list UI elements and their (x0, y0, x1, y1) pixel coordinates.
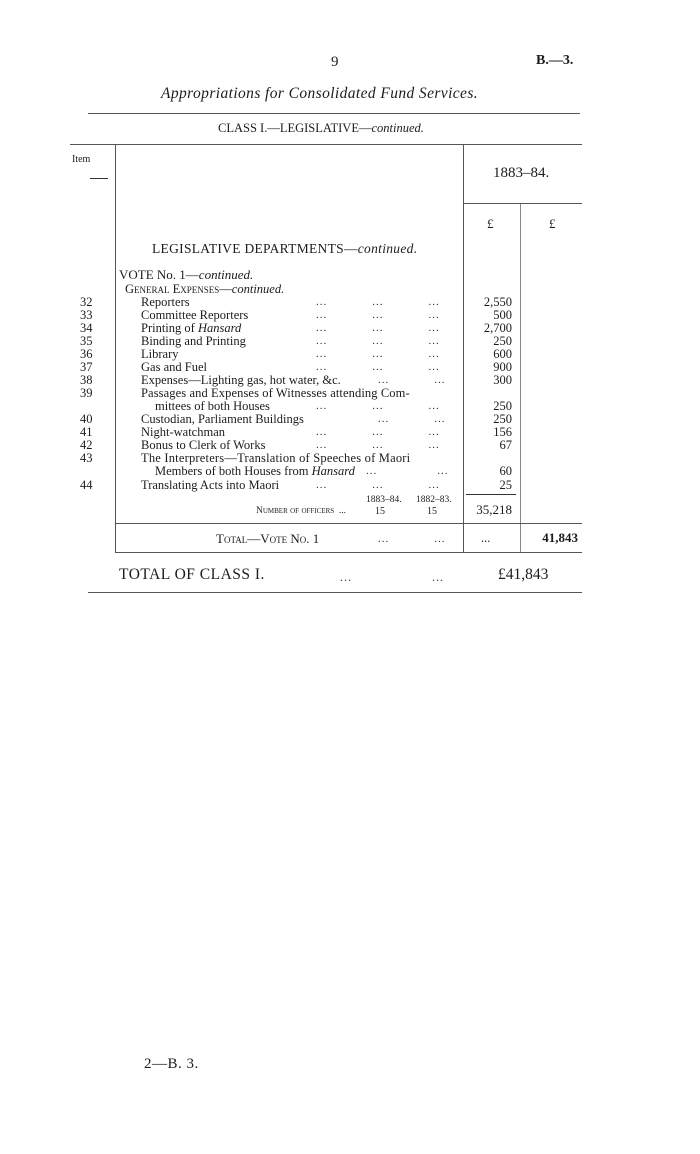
item-number: 43 (80, 451, 93, 465)
row-description: Passages and Expenses of Witnesses attending Com- (141, 386, 410, 400)
item-number: 36 (80, 347, 93, 361)
row-description: Committee Reporters (141, 308, 249, 322)
class-title-continued: continued. (371, 121, 424, 135)
row-amount: 2,550 (483, 295, 512, 309)
row-amount: 60 (499, 464, 512, 478)
vote-total-dots: ... (481, 531, 491, 545)
item-number: 32 (80, 295, 93, 309)
year-header-rule (463, 203, 582, 204)
leader-dots: ... ... ... (316, 479, 440, 491)
vote-total-amount: 41,843 (542, 530, 578, 545)
row-description: Night-watchman (141, 425, 226, 439)
item-number: 41 (80, 425, 93, 439)
rule-top (88, 113, 580, 114)
class-title (218, 121, 424, 136)
subtotal-amount: 35,218 (476, 502, 512, 517)
subtotal-rule (466, 494, 516, 495)
item-number: 34 (80, 321, 93, 335)
row-amount: 250 (493, 334, 512, 348)
item-number: 37 (80, 360, 93, 374)
item-number: 38 (80, 373, 93, 387)
section-heading (152, 241, 417, 257)
vote-total-rule (115, 523, 582, 524)
leader-dots: ... ... ... (316, 426, 440, 438)
class-total-amount: £41,843 (498, 566, 549, 583)
row-amount: 25 (499, 478, 512, 492)
row-description: Library (141, 347, 179, 361)
row-amount: 156 (493, 425, 512, 439)
section-heading-main: LEGISLATIVE DEPARTMENTS— (152, 241, 358, 256)
pound-sign-col2: £ (549, 216, 556, 231)
row-amount: 67 (499, 438, 512, 452)
officers-label-text: Number of officers (256, 506, 335, 516)
row-amount: 250 (493, 412, 512, 426)
col-line-amount-mid (520, 203, 521, 552)
item-number: 33 (80, 308, 93, 322)
page-title: Appropriations for Consolidated Fund Services. (161, 85, 479, 102)
row-description-text: Printing of (141, 321, 198, 335)
col-line-item (115, 144, 116, 552)
row-amount: 2,700 (483, 321, 512, 335)
row-description: Translating Acts into Maori (141, 478, 280, 492)
item-column-header: Item (72, 154, 91, 165)
row-amount: 300 (493, 373, 512, 387)
col-line-amount-left (463, 144, 464, 552)
class-title-main: CLASS I.—LEGISLATIVE— (218, 121, 372, 135)
rule-table-bottom (115, 552, 582, 553)
leader-dots: ... ... ... (316, 296, 440, 308)
leader-dots: ... ... ... (316, 309, 440, 321)
row-description-italic: Hansard (311, 464, 355, 478)
row-description: Reporters (141, 295, 190, 309)
vote-heading-continued: continued. (198, 267, 254, 282)
item-number: 40 (80, 412, 93, 426)
leader-dots: ... ... ... (316, 335, 440, 347)
item-number: 39 (80, 386, 93, 400)
row-amount: 900 (493, 360, 512, 374)
leader-dots: ... ... (378, 533, 446, 545)
leader-dots: ... ... (378, 413, 446, 425)
pound-sign-col1: £ (487, 216, 494, 231)
row-description: Binding and Printing (141, 334, 246, 348)
item-header-underline (90, 178, 108, 179)
officers-count-1: 15 (375, 506, 385, 517)
row-description: Bonus to Clerk of Works (141, 438, 266, 452)
row-description: Gas and Fuel (141, 360, 207, 374)
row-description-text: Members of both Houses from (155, 464, 312, 478)
row-description: Expenses—Lighting gas, hot water, &c. (141, 373, 341, 387)
item-number: 42 (80, 438, 93, 452)
row-description-italic: Hansard (197, 321, 242, 335)
item-number: 44 (80, 478, 93, 492)
subhead-heading-main: General Expenses— (125, 282, 232, 296)
row-amount: 600 (493, 347, 512, 361)
leader-dots: ... ... (378, 374, 446, 386)
row-description: The Interpreters—Translation of Speeches of Maori (141, 451, 411, 465)
officers-year-2: 1882–83. (416, 495, 452, 505)
row-amount: 250 (493, 399, 512, 413)
section-heading-continued: continued. (357, 241, 418, 256)
officers-year-1: 1883–84. (366, 495, 402, 505)
leader-dots: ... ... ... (316, 322, 440, 334)
item-number: 35 (80, 334, 93, 348)
leader-dots: ... ... (340, 570, 444, 584)
leader-dots: ... ... ... (316, 361, 440, 373)
leader-dots: ... ... ... (316, 400, 440, 412)
leader-dots: ... ... ... (316, 439, 440, 451)
printer-signature: 2—B. 3. (144, 1056, 199, 1072)
row-description-continued (155, 464, 355, 479)
page-number: 9 (331, 54, 339, 70)
vote-heading (119, 267, 253, 283)
leader-dots: ... ... (366, 465, 449, 477)
leader-dots: ... ... ... (316, 348, 440, 360)
year-header: 1883–84. (493, 165, 550, 181)
row-description-continued: mittees of both Houses (155, 399, 270, 413)
class-total-label: TOTAL OF CLASS I. (119, 566, 265, 583)
officers-label: Number of officers ... (256, 506, 347, 516)
row-amount: 500 (493, 308, 512, 322)
vote-total-label: Total—Vote No. 1 (216, 531, 320, 546)
row-description: Custodian, Parliament Buildings (141, 412, 304, 426)
vote-heading-main: VOTE No. 1— (119, 267, 199, 282)
doc-reference: B.—3. (536, 53, 574, 68)
officers-count-2: 15 (427, 506, 437, 517)
subhead-heading-continued: continued. (231, 282, 285, 296)
rule-table-top (70, 144, 582, 145)
rule-bottom (88, 592, 582, 593)
